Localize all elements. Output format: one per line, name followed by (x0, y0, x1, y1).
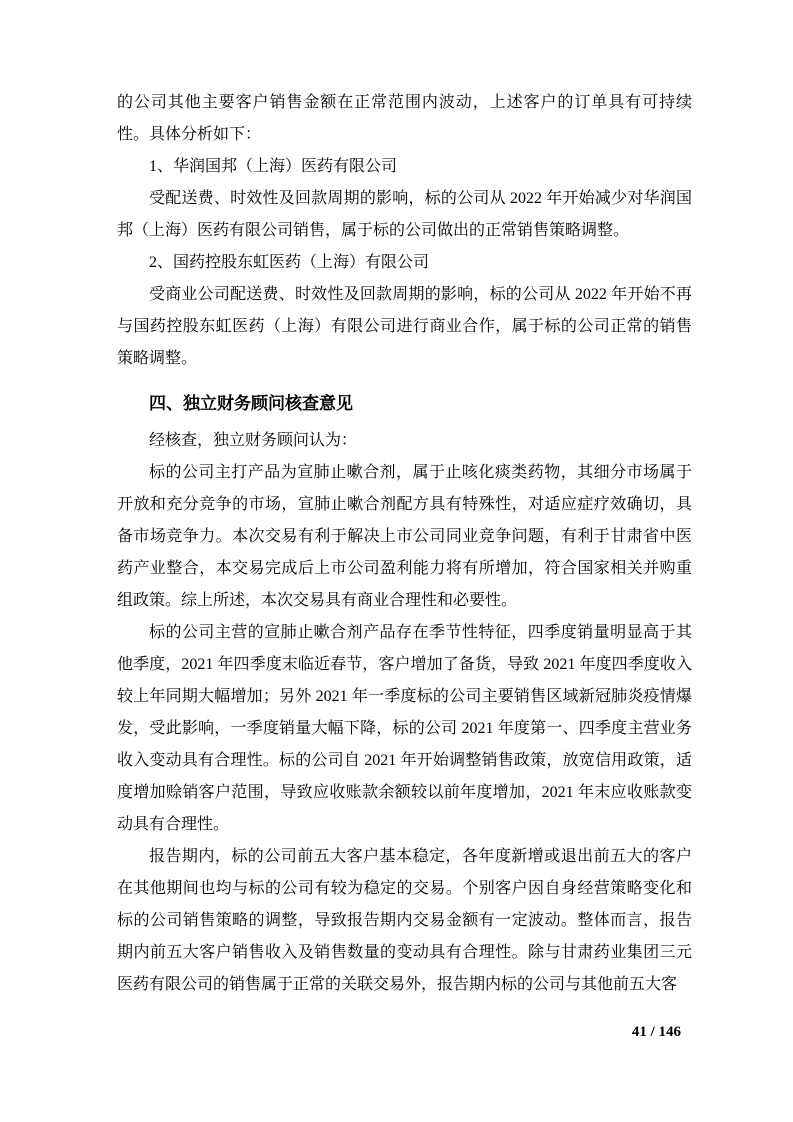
body-paragraph: 标的公司主打产品为宣肺止嗽合剂，属于止咳化痰类药物，其细分市场属于开放和充分竞争的市场，宣肺止嗽合剂配方具有特殊性，对适应症疗效确切，具备市场竞争力。本次交易有利于解决上市公司同业竞争问题，有利于甘肃省中医药产业整合，本交易完成后上市公司盈利能力将有所增加，符合国家相关并购重组政策。综上所述，本次交易具有商业合理性和必要性。 (117, 464, 692, 609)
list-item-1-title: 1、华润国邦（上海）医药有限公司 (149, 158, 398, 175)
section-heading: 四、独立财务顾问核查意见 (149, 394, 353, 413)
body-paragraph: 经核查，独立财务顾问认为： (149, 432, 358, 449)
list-item-2-title: 2、国药控股东虹医药（上海）有限公司 (149, 254, 430, 271)
document-body (117, 87, 692, 1001)
body-paragraph: 报告期内，标的公司前五大客户基本稳定，各年度新增或退出前五大的客户在其他期间也均与标的公司有较为稳定的交易。个别客户因自身经营策略变化和标的公司销售策略的调整，导致报告期内交易金额有一定波动。整体而言，报告期内前五大客户销售收入及销售数量的变动具有合理性。除与甘肃药业集团三元医药有限公司的销售属于正常的关联交易外，报告期内标的公司与其他前五大客 (117, 848, 692, 993)
body-paragraph-continuation: 的公司其他主要客户销售金额在正常范围内波动，上述客户的订单具有可持续性。具体分析如下： (117, 94, 692, 143)
body-paragraph: 受商业公司配送费、时效性及回款周期的影响，标的公司从 2022 年开始不再与国药控股东虹医药（上海）有限公司进行商业合作，属于标的公司正常的销售策略调整。 (117, 286, 692, 367)
body-paragraph: 标的公司主营的宣肺止嗽合剂产品存在季节性特征，四季度销量明显高于其他季度，2021 年四季度末临近春节，客户增加了备货，导致 2021 年度四季度收入较上年同期大幅增加；另外 2021 年一季度标的公司主要销售区域新冠肺炎疫情爆发，受此影响，一季度销量大幅下降，标的公司 2021 年度第一、四季度主营业务收入变动具有合理性。标的公司自 2021 年开始调整销售政策，放宽信用政策，适度增加赊销客户范围，导致应收账款余额较以前年度增加，2021 年末应收账款变动具有合理性。 (117, 624, 692, 833)
page-number: 41 / 146 (631, 1024, 681, 1040)
body-paragraph: 受配送费、时效性及回款周期的影响，标的公司从 2022 年开始减少对华润国邦（上海）医药有限公司销售，属于标的公司做出的正常销售策略调整。 (117, 190, 692, 239)
